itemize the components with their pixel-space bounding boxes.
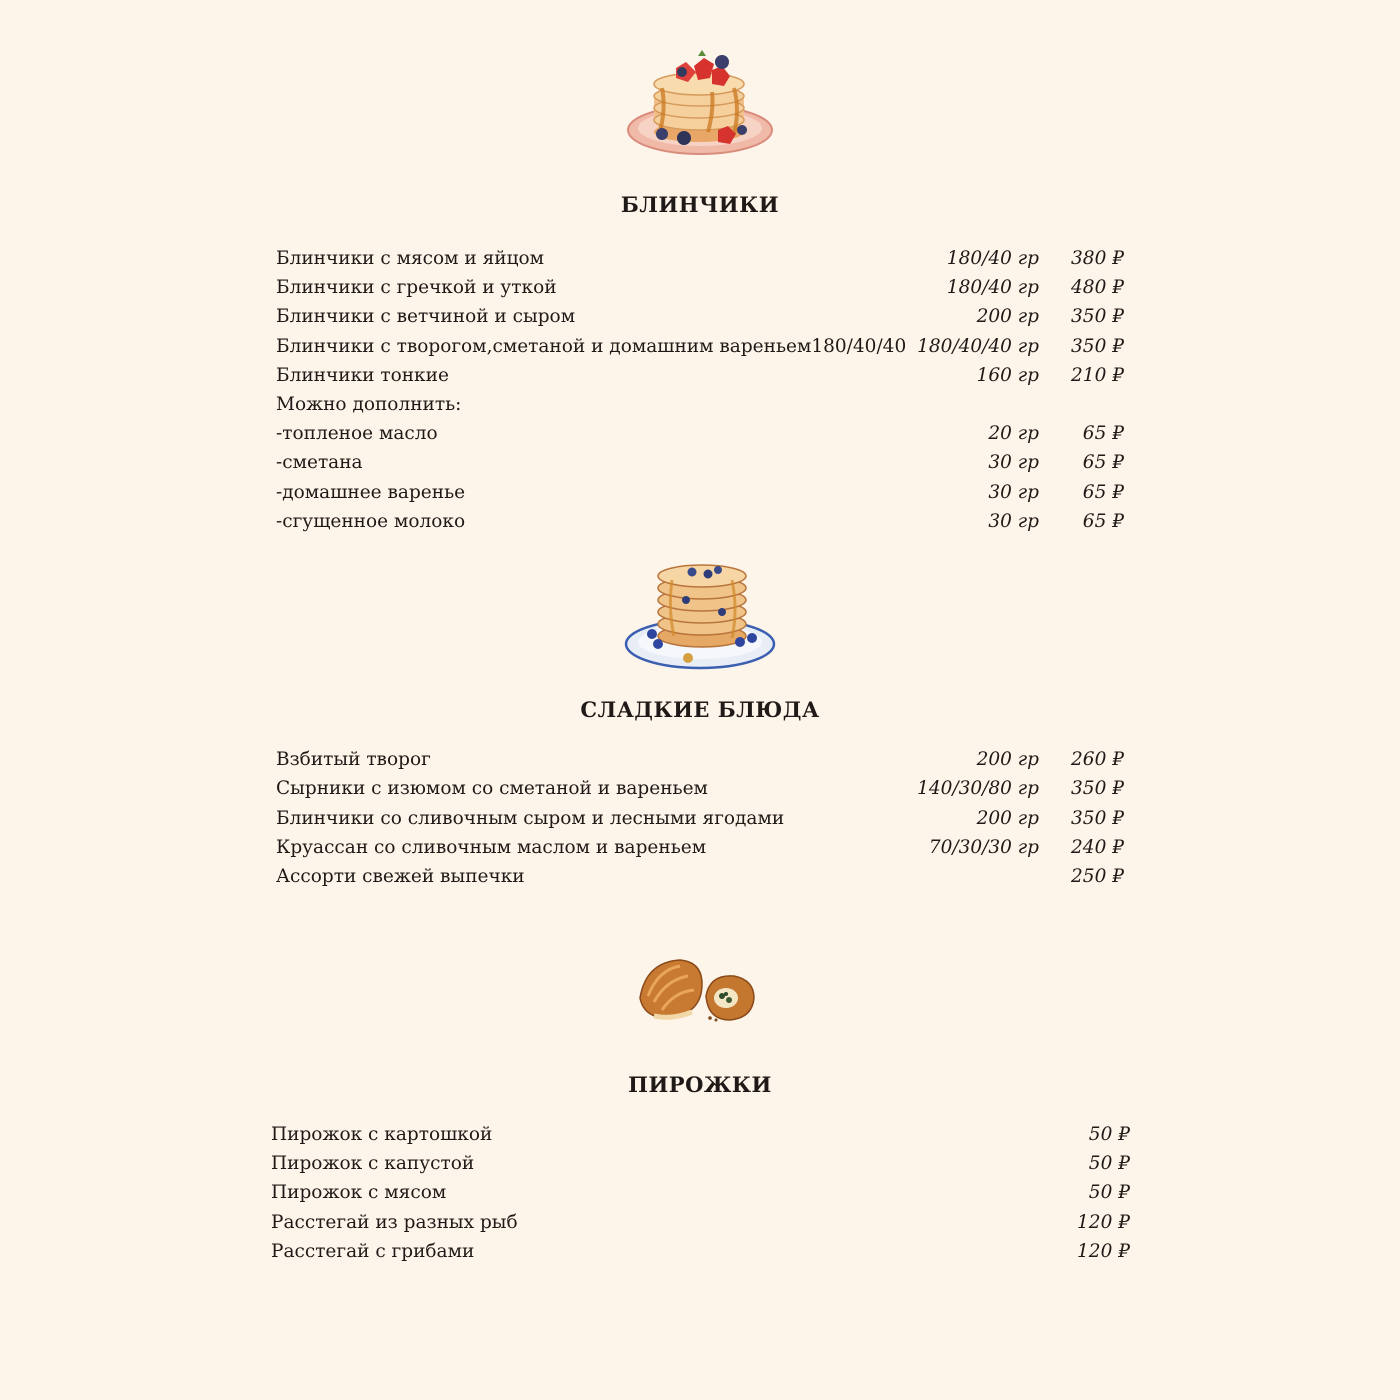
item-name: Блинчики с творогом,сметаной и домашним вареньем180/40/40 (276, 335, 907, 357)
item-weight: 180/40 гр (946, 277, 1039, 299)
menu-list-sweet (276, 745, 1126, 891)
item-price: 50 ₽ (1088, 1182, 1130, 1204)
pancake-stack-with-blueberries-icon (622, 560, 778, 672)
menu-item (276, 774, 1126, 803)
menu-list-pirozhki (271, 1120, 1132, 1266)
item-weight: 30 гр (988, 452, 1039, 474)
item-price: 65 ₽ (1082, 481, 1124, 503)
menu-item (276, 833, 1126, 862)
item-price: 480 ₽ (1071, 277, 1124, 299)
menu-item (276, 478, 1126, 507)
item-weight: 180/40/40 гр (917, 335, 1039, 357)
item-weight: 180/40 гр (946, 248, 1039, 269)
item-weight: 30 гр (988, 481, 1039, 503)
item-name: Расстегай с грибами (271, 1240, 475, 1262)
item-price: 350 ₽ (1071, 778, 1124, 800)
menu-item (276, 804, 1126, 833)
item-price: 65 ₽ (1082, 423, 1124, 445)
menu-item (276, 244, 1126, 273)
item-weight: 30 гр (988, 510, 1039, 532)
item-weight: 70/30/30 гр (928, 836, 1039, 858)
section-title-pirozhki: ПИРОЖКИ (628, 1072, 772, 1097)
item-weight: 160 гр (976, 364, 1039, 386)
menu-item (276, 302, 1126, 331)
item-name: Ассорти свежей выпечки (276, 866, 525, 888)
menu-item (276, 390, 1126, 419)
pancakes-with-berries-icon (622, 48, 778, 160)
item-name: Взбитый творог (276, 749, 431, 770)
menu-item (271, 1237, 1132, 1266)
section-title-blini: БЛИНЧИКИ (620, 192, 780, 217)
item-name: -сгущенное молоко (276, 510, 466, 532)
item-name: Сырники с изюмом со сметаной и вареньем (276, 778, 708, 800)
item-weight: 20 гр (988, 423, 1039, 445)
menu-item (276, 419, 1126, 448)
item-name: Круассан со сливочным маслом и вареньем (276, 836, 707, 858)
item-weight: 200 гр (976, 749, 1039, 770)
item-price: 350 ₽ (1071, 306, 1124, 328)
menu-item (276, 507, 1126, 536)
item-price: 120 ₽ (1077, 1211, 1130, 1233)
item-name: Блинчики тонкие (276, 364, 449, 386)
menu-item (271, 1178, 1132, 1207)
item-name: Пирожок с капустой (271, 1153, 475, 1175)
menu-item (271, 1149, 1132, 1178)
item-name: Блинчики с мясом и яйцом (276, 248, 545, 269)
menu-item (276, 745, 1126, 774)
item-price: 380 ₽ (1071, 248, 1124, 269)
item-price: 210 ₽ (1071, 364, 1124, 386)
item-price: 50 ₽ (1088, 1124, 1130, 1145)
pirozhki-pies-icon (634, 952, 758, 1026)
item-name: -домашнее варенье (276, 481, 466, 503)
menu-item (276, 332, 1126, 361)
item-name: Блинчики со сливочным сыром и лесными ягодами (276, 807, 785, 829)
item-price: 350 ₽ (1071, 335, 1124, 357)
item-name: Пирожок с картошкой (271, 1124, 493, 1145)
item-weight: 200 гр (976, 807, 1039, 829)
item-name: -сметана (276, 452, 363, 474)
menu-item (271, 1120, 1132, 1149)
item-price: 260 ₽ (1071, 749, 1124, 770)
menu-item (276, 448, 1126, 477)
item-name: Блинчики с гречкой и уткой (276, 277, 557, 299)
item-weight: 140/30/80 гр (917, 778, 1039, 800)
item-weight: 200 гр (976, 306, 1039, 328)
item-name: Можно дополнить: (276, 393, 462, 415)
item-price: 240 ₽ (1071, 836, 1124, 858)
item-price: 65 ₽ (1082, 510, 1124, 532)
item-name: Блинчики с ветчиной и сыром (276, 306, 576, 328)
item-price: 50 ₽ (1088, 1153, 1130, 1175)
section-title-sweet: СЛАДКИЕ БЛЮДА (580, 697, 820, 722)
menu-item (276, 361, 1126, 390)
item-name: Расстегай из разных рыб (271, 1211, 518, 1233)
menu-list-blini (276, 244, 1126, 536)
item-price: 250 ₽ (1071, 866, 1124, 888)
item-name: Пирожок с мясом (271, 1182, 447, 1204)
item-price: 350 ₽ (1071, 807, 1124, 829)
menu-item (271, 1208, 1132, 1237)
menu-item (276, 273, 1126, 302)
menu-item (276, 862, 1126, 891)
item-price: 65 ₽ (1082, 452, 1124, 474)
item-name: -топленое масло (276, 423, 438, 445)
item-price: 120 ₽ (1077, 1240, 1130, 1262)
